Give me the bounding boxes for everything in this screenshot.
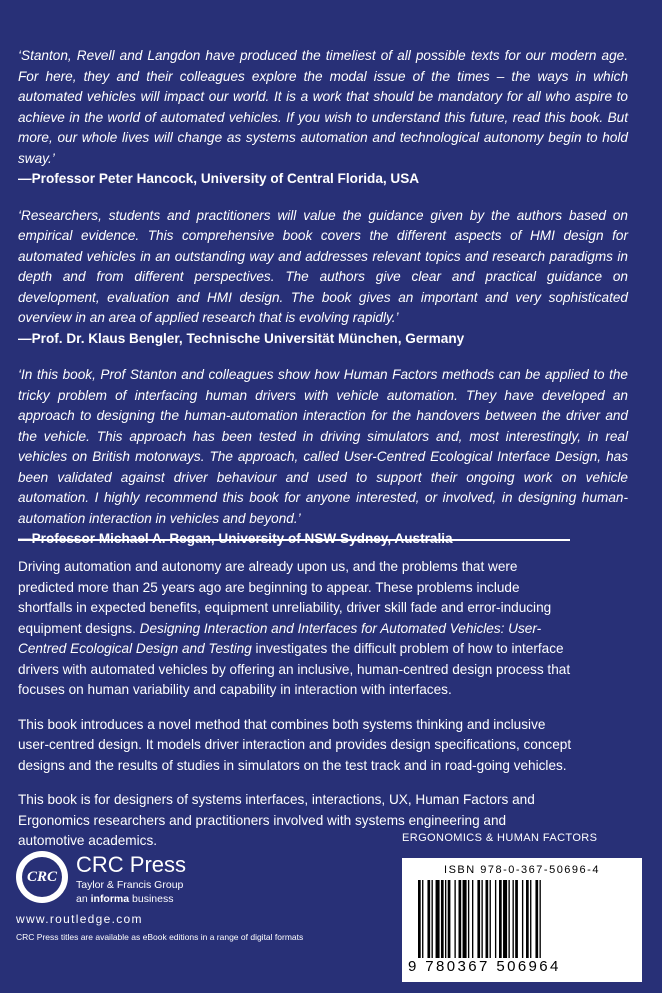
endorsement-attribution: —Professor Michael A. Regan, University of NSW Sydney, Australia [18,531,453,546]
barcode-bar [513,880,514,958]
publisher-group: Taylor & Francis Group [76,879,184,891]
informa-prefix: an [76,893,91,905]
informa-suffix: business [129,893,174,905]
section-divider [18,539,570,541]
barcode-bar [472,880,473,958]
isbn-label: ISBN 978-0-367-50696-4 [444,864,600,876]
ebook-note: CRC Press titles are available as eBook editions in a range of digital formats [16,932,304,942]
barcode-bar [495,880,496,958]
barcode-bar [445,880,446,958]
barcode-bar [448,880,451,958]
endorsement-attribution: —Prof. Dr. Klaus Bengler, Technische Universität München, Germany [18,330,465,346]
barcode-bar [418,880,421,958]
logo-text: CRC [26,869,57,885]
book-title-italic: Designing Interaction and Interfaces for Automated Vehicles: User-Centred Ecological Design and Testing [18,620,542,656]
barcode-bar [477,880,480,958]
barcode-bar [522,880,523,958]
barcode-bar [499,880,502,958]
description-text: investigates the difficult problem of how to interface drivers with automated vehicles by offering an inclusive, human-centred design process that focuses on human variability and capability in interaction with interfaces. [18,641,571,697]
barcode-bar [463,880,467,958]
publisher-name: CRC Press [76,852,187,877]
endorsements [18,46,628,566]
barcode-bar [508,880,509,958]
endorsement-1 [18,46,628,190]
description-paragraph-2: This book introduces a novel method that combines both systems thinking and inclusive user-centred design. It models driver interaction and provides design specifications, concept designs and the results of studies in simulators on the test track and in road-going vehicles. [18,716,572,773]
barcode-bar [503,880,507,958]
endorsement-2 [18,206,628,350]
barcode-bar [427,880,430,958]
barcode-bar [490,880,491,958]
publisher-website: www.routledge.com [16,912,143,926]
barcode-bar [481,880,482,958]
barcode-bar [432,880,433,958]
barcode-icon [414,880,632,958]
subject-category: ERGONOMICS & HUMAN FACTORS [402,832,598,844]
endorsement-attribution: —Professor Peter Hancock, University of Central Florida, USA [18,171,420,186]
barcode-bar [535,880,538,958]
informa-line [76,893,173,906]
description-text: Driving automation and autonomy are already upon us, and the problems that were predicted more than 25 years ago are beginning to appear. These problems include shortfalls in expected benefits, equipment unreliability, driver skill fade and error-inducing equipment designs. [18,559,552,636]
endorsement-text: ‘In this book, Prof Stanton and colleagues show how Human Factors methods can be applied to the tricky problem of interfacing human drivers with vehicle automation. They have developed an approach to designing the human-automation interaction for the handovers between the driver and the vehicle. This approach has been tested in driving simulators and, most interestingly, in real vehicles on British motorways. The approach, called User-Centred Ecological Interface Design, has been validated against driver behaviour and used to support their ongoing work on vehicle automation. I highly recommend this book for anyone interested, or involved, in designing human-automation interaction in vehicles and beyond.’ [18,367,628,526]
crc-logo-icon [16,851,68,903]
endorsement-3 [18,365,628,550]
book-description [18,557,574,866]
description-paragraph-1 [18,557,574,701]
barcode-bar [436,880,440,958]
barcode-bar [515,880,518,958]
endorsement-text: ‘Stanton, Revell and Langdon have produced the timeliest of all possible texts for our modern age. For here, they and their colleagues explore the modal issue of the times – the ways in which automated vehicles will impact our world. It is a work that should be mandatory for all who aspire to achieve in the world of automated vehicles. If you wish to understand this future, read this book. But more, our whole lives will change as systems automation and technological autonomy begin to hold sway.’ [18,48,628,166]
barcode-bar [459,880,462,958]
barcode-digits: 9 780367 506964 [408,958,561,975]
barcode-bar [540,880,541,958]
barcode-bar [526,880,529,958]
barcode-bar [530,880,531,958]
barcode-panel [402,858,642,982]
barcode-bar [422,880,423,958]
barcode-bar [468,880,469,958]
informa-word: informa [90,893,130,905]
barcode-bar [454,880,455,958]
barcode-bar [441,880,444,958]
barcode-bar [486,880,489,958]
endorsement-text: ‘Researchers, students and practitioners will value the guidance given by the authors based on empirical evidence. This comprehensive book covers the different aspects of HMI design for automated vehicles in an outstanding way and addresses relevant topics and research paradigms in depth and from different perspectives. The authors give clear and practical guidance on development, evaluation and HMI design. The book gives an important and very sophisticated overview in an area of applied research that is evolving rapidly.’ [18,207,628,325]
description-paragraph-3: This book is for designers of systems interfaces, interactions, UX, Human Factors and Ergonomics researchers and practitioners involved with systems engineering and automotive academics. [18,792,535,848]
